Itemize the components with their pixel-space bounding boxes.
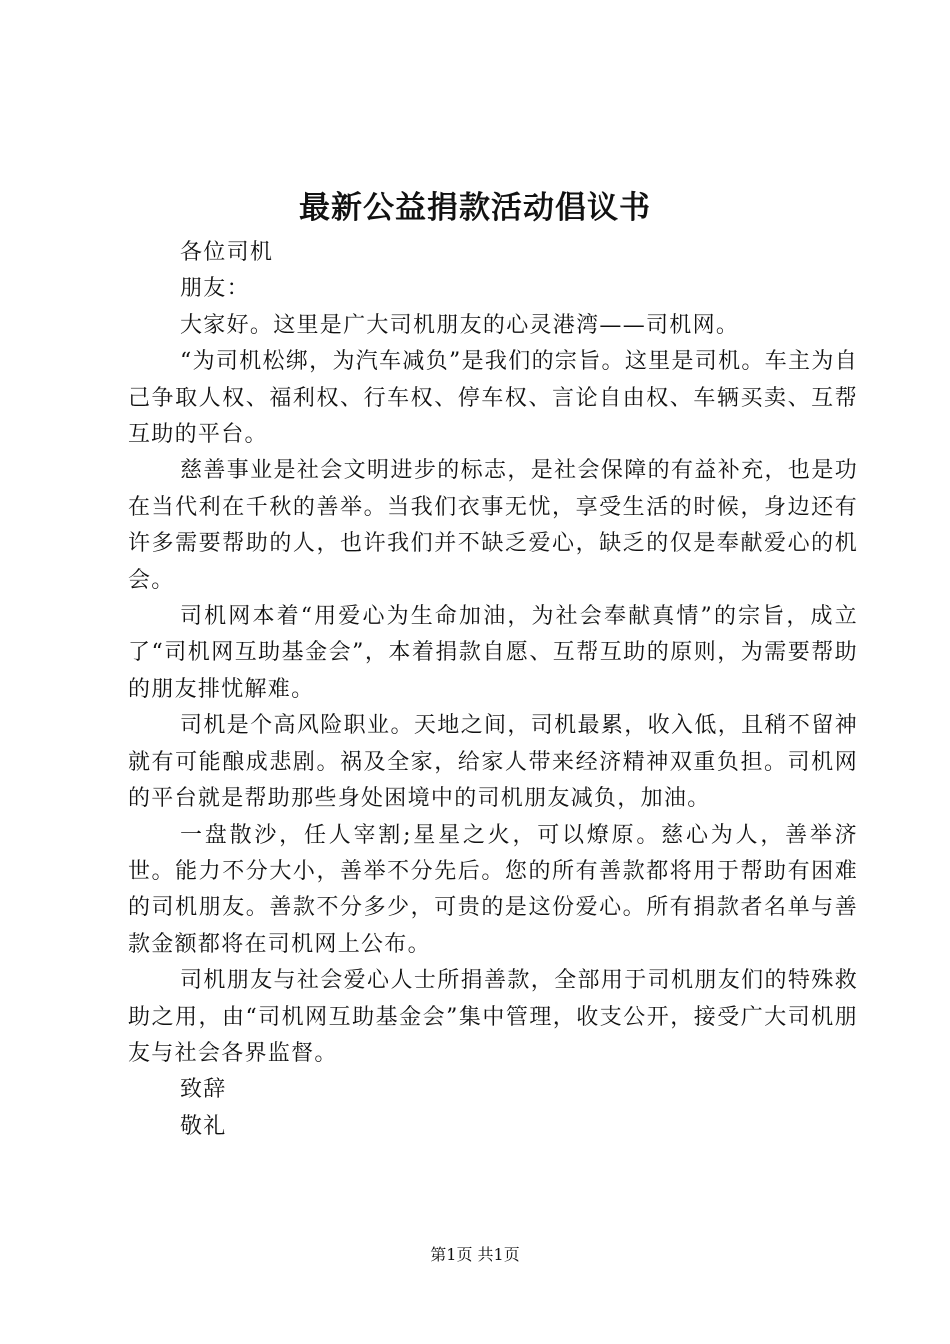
document-title: 最新公益捐款活动倡议书 — [299, 190, 651, 226]
paragraph: 司机朋友与社会爱心人士所捐善款，全部用于司机朋友们的特殊救助之用，由“司机网互助基金会”集中管理，收支公开，接受广大司机朋友与社会各界监督。 — [128, 968, 858, 1066]
page-footer: 第1页 共1页 — [430, 1245, 520, 1264]
closing-line: 致辞 — [180, 1077, 227, 1103]
closing-line: 敬礼 — [180, 1113, 227, 1139]
paragraph: 司机是个高风险职业。天地之间，司机最累，收入低，且稍不留神就有可能酿成悲剧。祸及全家，给家人带来经济精神双重负担。司机网的平台就是帮助那些身处困境中的司机朋友减负，加油。 — [128, 713, 858, 812]
paragraph: “为司机松绑，为汽车减负”是我们的宗旨。这里是司机。车主为自己争取人权、福利权、行车权、停车权、言论自由权、车辆买卖、互帮互助的平台。 — [128, 349, 858, 448]
paragraph: 慈善事业是社会文明进步的标志，是社会保障的有益补充，也是功在当代利在千秋的善举。当我们衣事无忧，享受生活的时候，身边还有许多需要帮助的人，也许我们并不缺乏爱心，缺乏的仅是奉献爱心的机会。 — [128, 458, 858, 593]
salutation-line: 朋友： — [180, 276, 250, 302]
salutation-line: 各位司机 — [180, 240, 274, 265]
document-body — [128, 235, 858, 1145]
paragraph: 司机网本着“用爱心为生命加油，为社会奉献真情”的宗旨，成立了“司机网互助基金会”，本着捐款自愿、互帮互助的原则，为需要帮助的朋友排忧解难。 — [128, 604, 858, 702]
paragraph: 大家好。这里是广大司机朋友的心灵港湾——司机网。 — [180, 312, 740, 338]
paragraph: 一盘散沙，任人宰割;星星之火，可以燎原。慈心为人，善举济世。能力不分大小，善举不分先后。您的所有善款都将用于帮助有困难的司机朋友。善款不分多少，可贵的是这份爱心。所有捐款者名单与善款金额都将在司机网上公布。 — [128, 822, 858, 957]
